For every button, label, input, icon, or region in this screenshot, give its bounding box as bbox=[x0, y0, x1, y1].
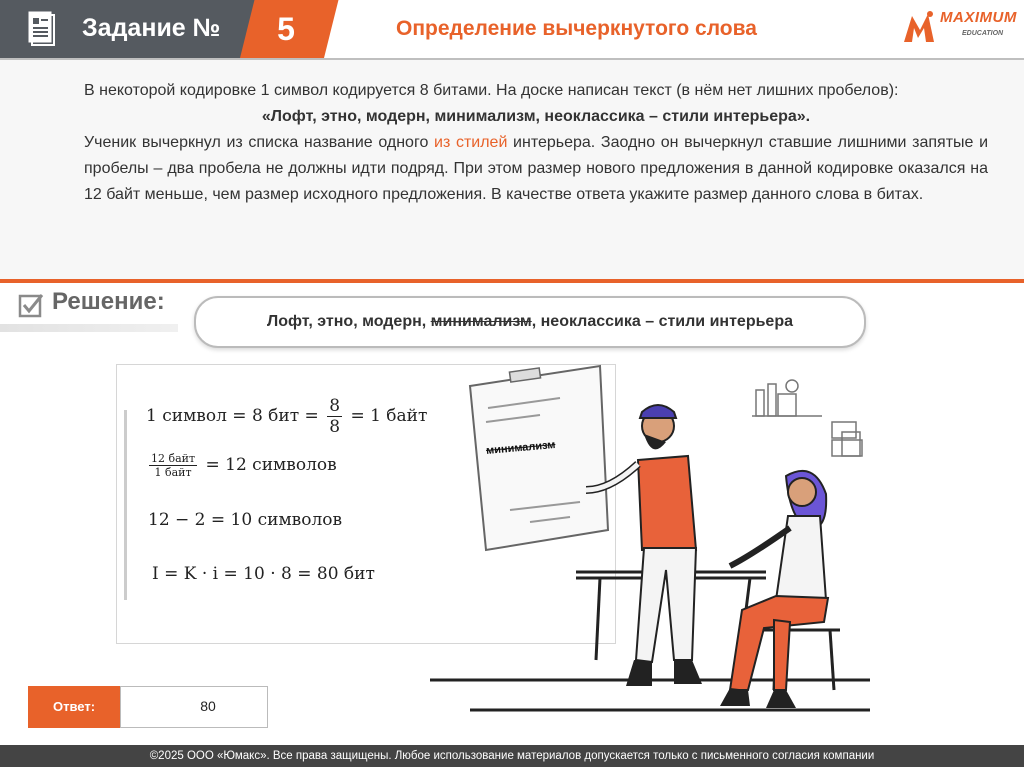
shelf-decor bbox=[752, 380, 862, 456]
math-line-1-left: 1 символ = 8 бит = bbox=[146, 406, 319, 426]
math-fraction-1-denominator: 8 bbox=[329, 417, 341, 437]
student-figure bbox=[720, 471, 828, 708]
math-line-2-right: = 12 символов bbox=[205, 455, 337, 475]
sentence-box bbox=[194, 296, 866, 348]
task-number: 5 bbox=[277, 11, 295, 47]
math-line-1-right: = 1 байт bbox=[350, 406, 428, 426]
task-label: Задание № bbox=[82, 14, 221, 42]
math-fraction-2-numerator: 12 байт bbox=[151, 452, 196, 465]
task-text bbox=[84, 78, 988, 208]
footer-text: ©2025 ООО «Юмакс». Все права защищены. Любое использование материалов допускается только с письменного согласия компании bbox=[149, 750, 875, 762]
sentence-start: Лофт, этно, модерн, bbox=[266, 313, 431, 330]
math-fraction-1 bbox=[327, 396, 342, 437]
math-line-4: I = K · i = 10 · 8 = 80 бит bbox=[152, 564, 375, 584]
answer-label: Ответ: bbox=[52, 699, 96, 714]
math-line-2 bbox=[146, 452, 337, 479]
task-highlight: из стилей bbox=[434, 134, 508, 151]
task-quote: «Лофт, этно, модерн, минимализм, неоклассика – стили интерьера». bbox=[261, 108, 811, 125]
checkbox-icon bbox=[18, 292, 44, 318]
illustration bbox=[430, 360, 870, 730]
struck-word: минимализм bbox=[430, 313, 532, 330]
task-paragraph-2-end: интерьера. Заодно он вычеркнул ставшие лишними запятые и пробелы – два пробела не должны идти подряд. При этом размер нового предложения в данной кодировке оказался на 12 байт меньше, чем размер исходного предложения. В качестве ответа укажите размер данного слова в битах. bbox=[84, 134, 989, 203]
logo-text: MAXIMUM bbox=[940, 9, 1017, 26]
task-divider bbox=[0, 279, 1024, 283]
math-line-1 bbox=[146, 396, 427, 437]
document-icon bbox=[26, 10, 56, 46]
paper-sheet bbox=[470, 366, 608, 550]
task-paragraph-2-start: Ученик вычеркнул из списка название одного bbox=[84, 134, 435, 151]
solution-underline bbox=[0, 324, 178, 332]
task-paragraph-1: В некоторой кодировке 1 символ кодируется 8 битами. На доске написан текст (в нём нет лишних пробелов): bbox=[84, 82, 899, 99]
sentence-end: , неоклассика – стили интерьера bbox=[531, 313, 793, 330]
solution-title: Решение: bbox=[52, 288, 165, 315]
page-title: Определение вычеркнутого слова bbox=[396, 17, 757, 40]
board-struck-word: минимализм bbox=[485, 438, 556, 458]
answer-value: 80 bbox=[200, 698, 216, 714]
task-paragraph-2 bbox=[84, 130, 988, 208]
header-bar bbox=[0, 0, 1024, 60]
math-fraction-1-numerator: 8 bbox=[329, 396, 341, 416]
math-line-3: 12 − 2 = 10 символов bbox=[148, 510, 343, 530]
math-fraction-2 bbox=[149, 452, 197, 479]
logo-subtext: EDUCATION bbox=[962, 30, 1004, 37]
math-rule bbox=[124, 410, 127, 600]
math-fraction-2-denominator: 1 байт bbox=[154, 466, 192, 479]
sentence bbox=[196, 298, 864, 346]
